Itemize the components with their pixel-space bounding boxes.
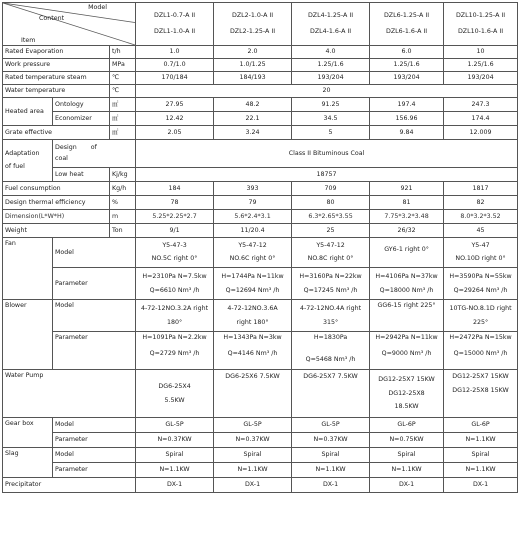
model-name: DZL6-1.6-A II [385,28,428,35]
cell-line: Y5-47-12 [316,242,345,250]
cell-value: 4.0 [292,46,370,59]
row-precipitator [3,478,518,493]
row-unit: m [110,210,136,224]
cell-value [444,300,518,332]
cell-value: N=1.1KW [136,463,214,478]
cell-value: 48.2 [214,98,292,112]
cell-line: Y5-47-12 [238,242,267,250]
row-label: Work pressure [3,59,110,72]
cell-line: 4-72-12NO.3.2A right [140,304,209,312]
cell-value: 156.96 [370,112,444,126]
cell-value: N=0.37KW [214,433,292,448]
cell-value [292,238,370,268]
cell-value: 26/32 [370,224,444,238]
cell-value: 5.25*2.25*2.7 [136,210,214,224]
cell-value: 921 [370,182,444,196]
cell-line: Y5-47 [471,242,490,250]
row-fan-parameter [3,268,518,300]
cell-value: 709 [292,182,370,196]
cell-line: 225° [472,318,489,326]
cell-value: DX-1 [370,478,444,493]
row-label: Rated Evaporation [3,46,110,59]
sub-label: Low heat [53,168,110,182]
cell-line: right 180° [236,318,269,326]
row-gear-box-model [3,418,518,433]
cell-value: 174.4 [444,112,518,126]
cell-value: 34.5 [292,112,370,126]
cell-line: H=4106Pa N=37kw [375,272,438,280]
row-unit: ㎡ [110,126,136,140]
model-header-cell [370,3,444,46]
model-name: DZL10-1.6-A II [457,28,504,35]
row-unit: MPa [110,59,136,72]
model-name: DZL4-1.6-A II [309,28,352,35]
cell-value: GL-6P [370,418,444,433]
cell-value: 8.0*3.2*3.52 [444,210,518,224]
header-diagonal-cell [3,3,136,46]
row-grate-effective [3,126,518,140]
sub-label: Model [53,238,136,268]
sub-label [55,144,133,152]
cell-value: Spiral [214,448,292,463]
row-label: Heated area [3,98,53,126]
cell-line: NO.10D right 0° [455,255,506,262]
model-header-cell [292,3,370,46]
cell-line: H=2942Pa N=11kw [375,334,438,341]
cell-line: NO.6C right 0° [229,255,276,262]
row-label: Design thermal efficiency [3,196,110,210]
row-unit: ㎡ [110,112,136,126]
cell-value: DX-1 [292,478,370,493]
cell-value: N=1.1KW [292,463,370,478]
row-gear-box-parameter [3,433,518,448]
sub-label-word: Design [55,144,77,152]
cell-line: Q=18000 Nm³ /h [379,286,434,294]
cell-value: GL-5P [292,418,370,433]
cell-value: Spiral [292,448,370,463]
cell-value: 20 [136,85,518,98]
cell-value: 1.0 [136,46,214,59]
row-label: Dimension(L*W*H) [3,210,110,224]
cell-line: DG12-25X7 15KW [378,376,435,384]
cell-value [370,332,444,370]
cell-line: NO.8C right 0° [307,255,354,262]
cell-value [136,238,214,268]
sub-label: Model [53,300,136,332]
row-work-pressure [3,59,518,72]
row-rated-evaporation [3,46,518,59]
cell-value: GL-6P [444,418,518,433]
cell-value: DX-1 [444,478,518,493]
cell-value: 5.6*2.4*3.1 [214,210,292,224]
cell-line: H=3590Pa N=55kw [449,272,512,280]
row-slag-parameter [3,463,518,478]
cell-value: 27.95 [136,98,214,112]
cell-value: 393 [214,182,292,196]
cell-value: 82 [444,196,518,210]
row-unit: t/h [110,46,136,59]
cell-value: 197.4 [370,98,444,112]
cell-value: 11/20.4 [214,224,292,238]
cell-value: 22.1 [214,112,292,126]
cell-value: DG6-25X7 7.5KW [292,370,370,418]
cell-value: N=1.1KW [214,463,292,478]
cell-value: N=1.1KW [444,463,518,478]
cell-line: NO.5C right 0° [151,255,198,262]
cell-value [444,370,518,418]
cell-value [444,238,518,268]
row-heated-area-ontology [3,98,518,112]
row-blower-model [3,300,518,332]
cell-value: 9/1 [136,224,214,238]
cell-line: Q=17245 Nm³ /h [303,286,358,294]
cell-line: 10TG-NO.8.1D right [449,304,512,312]
cell-value: N=0.37KW [136,433,214,448]
model-header-cell [444,3,518,46]
cell-value [214,332,292,370]
cell-line: H=2310Pa N=7.5kw [142,272,207,280]
cell-line: GG6-15 right 225° [377,302,436,309]
model-name: DZL10-1.25-A II [455,12,506,20]
cell-value: 184 [136,182,214,196]
cell-value: Spiral [444,448,518,463]
model-header-cell [214,3,292,46]
cell-value: DX-1 [214,478,292,493]
cell-value [292,300,370,332]
cell-line: Q=12694 Nm³ /h [225,286,280,294]
cell-value: 12.009 [444,126,518,140]
row-slag-model [3,448,518,463]
cell-value: 81 [370,196,444,210]
design-coal-label-cell [53,140,136,168]
cell-value [370,370,444,418]
cell-line: H=1343Pa N=3kw [223,334,282,341]
row-unit: ℃ [110,72,136,85]
cell-line: H=1744Pa N=11kw [221,272,284,280]
cell-value: 247.3 [444,98,518,112]
row-unit: Kj/kg [110,168,136,182]
header-item-label: Item [21,37,36,44]
row-unit: Ton [110,224,136,238]
row-weight [3,224,518,238]
cell-value: 79 [214,196,292,210]
cell-line: Q=9000 Nm³ /h [381,349,432,357]
cell-line: 180° [166,318,183,326]
model-header-cell [136,3,214,46]
cell-value: 10 [444,46,518,59]
cell-value: 78 [136,196,214,210]
cell-line: Q=6610 Nm³ /h [149,286,200,294]
row-label: Water temperature [3,85,110,98]
cell-value: 193/204 [444,72,518,85]
sub-label: Parameter [53,463,136,478]
cell-line: Q=5468 Nm³ /h [305,355,356,363]
cell-value: 2.0 [214,46,292,59]
cell-value [214,268,292,300]
row-blower-parameter [3,332,518,370]
cell-value [214,300,292,332]
cell-value: 18757 [136,168,518,182]
cell-value [292,268,370,300]
cell-value: 80 [292,196,370,210]
row-unit: Kg/h [110,182,136,196]
cell-line: Y5-47-3 [162,242,187,250]
cell-value [370,238,444,268]
sub-label: Economizer [53,112,110,126]
cell-line: H=3160Pa N=22kw [299,272,362,280]
cell-line: H=2472Pa N=15kw [449,334,512,341]
sub-label: Parameter [53,433,136,448]
cell-value: 184/193 [214,72,292,85]
boiler-spec-table [2,2,518,493]
cell-value: 193/204 [292,72,370,85]
cell-value [370,300,444,332]
row-label: Slag [3,448,53,478]
cell-value [370,268,444,300]
header-row [3,3,518,46]
row-label: Rated temperature steam [3,72,110,85]
cell-value: N=1.1KW [444,433,518,448]
sub-label: Parameter [53,332,136,370]
model-name: DZL6-1.25-A II [383,12,430,20]
model-name: DZL4-1.25-A II [307,12,354,20]
cell-line: DG12-25X8 [388,389,425,397]
row-fuel-low-heat [3,168,518,182]
cell-line: DG12-25X7 15KW [452,373,509,380]
cell-line: H=1830Pa [313,334,348,341]
cell-value: 2.05 [136,126,214,140]
model-name: DZL2-1.0-A II [231,12,274,20]
sub-label-word: of [90,144,97,152]
row-label: Gear box [3,418,53,448]
cell-value: 1.25/1.6 [292,59,370,72]
row-dimension [3,210,518,224]
sub-label: Ontology [53,98,110,112]
cell-line: Q=29264 Nm³ /h [453,286,508,294]
cell-value [444,268,518,300]
row-thermal-efficiency [3,196,518,210]
row-water-temperature [3,85,518,98]
cell-value: 45 [444,224,518,238]
row-label: Fan [3,238,53,300]
cell-line: 18.5KW [394,403,419,411]
model-name: DZL2-1.25-A II [229,28,276,35]
row-rated-temperature-steam [3,72,518,85]
row-label: Blower [3,300,53,370]
row-label: Grate effective [3,126,110,140]
model-name: DZL1-0.7-A II [153,12,196,20]
sub-label: coal [55,155,68,162]
cell-line: 4-72-12NO.3.6A [227,304,278,312]
cell-line: Q=4146 Nm³ /h [227,349,278,357]
cell-line: GY6-1 right 0° [384,246,429,254]
cell-value: Class II Bituminous Coal [136,140,518,168]
row-unit: % [110,196,136,210]
cell-value [136,332,214,370]
sub-label: Model [53,418,136,433]
cell-value: 0.7/1.0 [136,59,214,72]
cell-value: 3.24 [214,126,292,140]
cell-value [136,268,214,300]
fuel-label-cell [3,140,53,182]
row-label: Precipitator [3,478,136,493]
cell-value: DX-1 [136,478,214,493]
row-fan-model [3,238,518,268]
cell-value [214,238,292,268]
cell-value: 7.75*3.2*3.48 [370,210,444,224]
cell-value: 25 [292,224,370,238]
cell-value: 6.3*2.65*3.55 [292,210,370,224]
cell-line: Q=2729 Nm³ /h [149,349,200,357]
row-fuel-consumption [3,182,518,196]
cell-value: 170/184 [136,72,214,85]
model-name: DZL1-1.0-A II [153,28,196,35]
cell-value: GL-5P [214,418,292,433]
header-model-label: Model [88,4,108,11]
row-label: of fuel [5,163,25,170]
cell-value: GL-5P [136,418,214,433]
cell-value: 1817 [444,182,518,196]
row-label: Water Pump [3,370,136,418]
cell-value [136,370,214,418]
cell-line: DG6-25X4 [158,382,191,390]
cell-value [444,332,518,370]
cell-value [292,332,370,370]
cell-value: 9.84 [370,126,444,140]
cell-line: 5.5KW [164,396,185,404]
sub-label: Model [53,448,136,463]
cell-line: 315° [322,318,339,326]
row-unit: ℃ [110,85,136,98]
cell-value: 91.25 [292,98,370,112]
cell-value: N=0.75KW [370,433,444,448]
row-label: Weight [3,224,110,238]
row-fuel-design [3,140,518,168]
row-label: Adaptation [5,150,40,158]
cell-value: Spiral [370,448,444,463]
cell-value: 1.25/1.6 [444,59,518,72]
header-content-label: Content [39,15,65,22]
cell-value: DG6-25X6 7.5KW [214,370,292,418]
row-unit: ㎡ [110,98,136,112]
cell-line: 4-72-12NO.4A right [299,304,362,312]
cell-value: 1.25/1.6 [370,59,444,72]
row-water-pump [3,370,518,418]
cell-line: H=1091Pa N=2.2kw [142,334,207,341]
cell-value: 1.0/1.25 [214,59,292,72]
sub-label: Parameter [53,268,136,300]
row-label: Fuel consumption [3,182,110,196]
cell-line: Q=15000 Nm³ /h [453,349,508,357]
cell-value: 193/204 [370,72,444,85]
cell-value: 12.42 [136,112,214,126]
cell-value: N=0.37KW [292,433,370,448]
cell-value [136,300,214,332]
cell-value: 5 [292,126,370,140]
cell-value: Spiral [136,448,214,463]
cell-value: N=1.1KW [370,463,444,478]
row-heated-area-economizer [3,112,518,126]
cell-line: DG12-25X8 15KW [452,386,509,394]
cell-value: 6.0 [370,46,444,59]
